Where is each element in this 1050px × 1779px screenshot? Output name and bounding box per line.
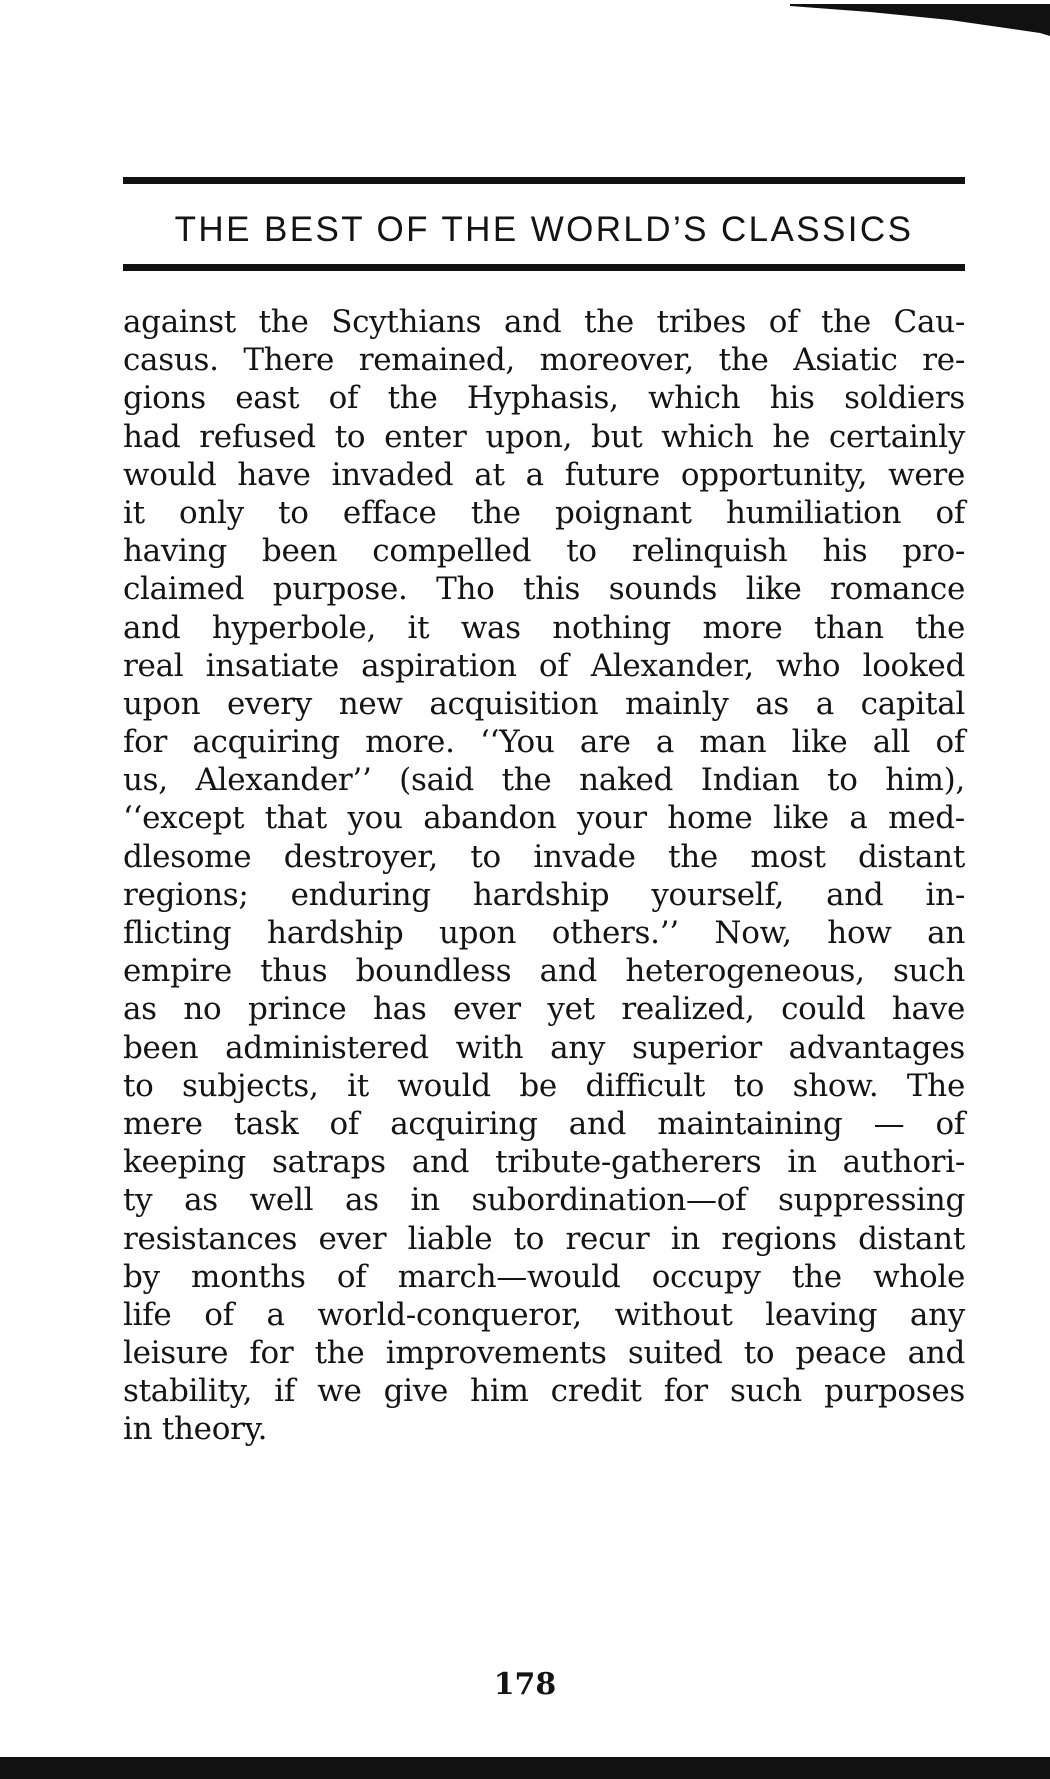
text-line: life of a world-conqueror, without leaving any xyxy=(123,1296,965,1333)
text-line: it only to efface the poignant humiliation of xyxy=(123,494,965,531)
page-number: 178 xyxy=(493,1667,557,1702)
text-line: real insatiate aspiration of Alexander, who looked xyxy=(123,647,965,684)
text-line: dlesome destroyer, to invade the most distant xyxy=(123,838,965,875)
text-line: gions east of the Hyphasis, which his soldiers xyxy=(123,380,965,417)
text-line: empire thus boundless and heterogeneous, such xyxy=(123,953,965,990)
text-line: as no prince has ever yet realized, could have xyxy=(123,991,965,1028)
text-line: stability, if we give him credit for such purposes xyxy=(123,1373,965,1410)
text-line: upon every new acquisition mainly as a capital xyxy=(123,685,965,722)
text-line: resistances ever liable to recur in regions distant xyxy=(123,1220,965,1257)
text-line: us, Alexander’’ (said the naked Indian to him), xyxy=(123,762,965,799)
text-line: to subjects, it would be difficult to show. The xyxy=(123,1067,965,1104)
body-text xyxy=(123,303,965,1449)
text-line: leisure for the improvements suited to peace and xyxy=(123,1335,965,1372)
text-line: regions; enduring hardship yourself, and in- xyxy=(123,876,965,913)
text-line: flicting hardship upon others.’’ Now, how an xyxy=(123,915,965,951)
text-line: mere task of acquiring and maintaining — of xyxy=(123,1105,965,1142)
text-line: had refused to enter upon, but which he certainly xyxy=(123,418,965,455)
text-line: been administered with any superior advantages xyxy=(123,1029,965,1066)
bottom-border xyxy=(0,1757,1050,1779)
scan-edge-mark xyxy=(750,0,1050,40)
text-line: and hyperbole, it was nothing more than the xyxy=(123,609,965,646)
text-line: in theory. xyxy=(123,1411,268,1448)
text-line: casus. There remained, moreover, the Asiatic re- xyxy=(123,342,965,379)
text-line: ty as well as in subordination—of suppressing xyxy=(123,1182,965,1219)
header-rule-top xyxy=(123,177,965,184)
text-line: by months of march—would occupy the whole xyxy=(123,1258,965,1295)
running-head: THE BEST OF THE WORLD’S CLASSICS xyxy=(174,210,914,249)
text-line: keeping satraps and tribute-gatherers in authori- xyxy=(123,1144,965,1181)
text-line: ‘‘except that you abandon your home like a med- xyxy=(123,800,965,837)
header-rule-bottom xyxy=(123,264,965,271)
text-line: for acquiring more. ‘‘You are a man like all of xyxy=(123,724,965,761)
text-line: against the Scythians and the tribes of the Cau- xyxy=(123,304,965,340)
text-line: having been compelled to relinquish his pro- xyxy=(123,533,965,570)
text-line: claimed purpose. Tho this sounds like romance xyxy=(123,571,965,608)
text-line: would have invaded at a future opportunity, were xyxy=(123,456,965,493)
